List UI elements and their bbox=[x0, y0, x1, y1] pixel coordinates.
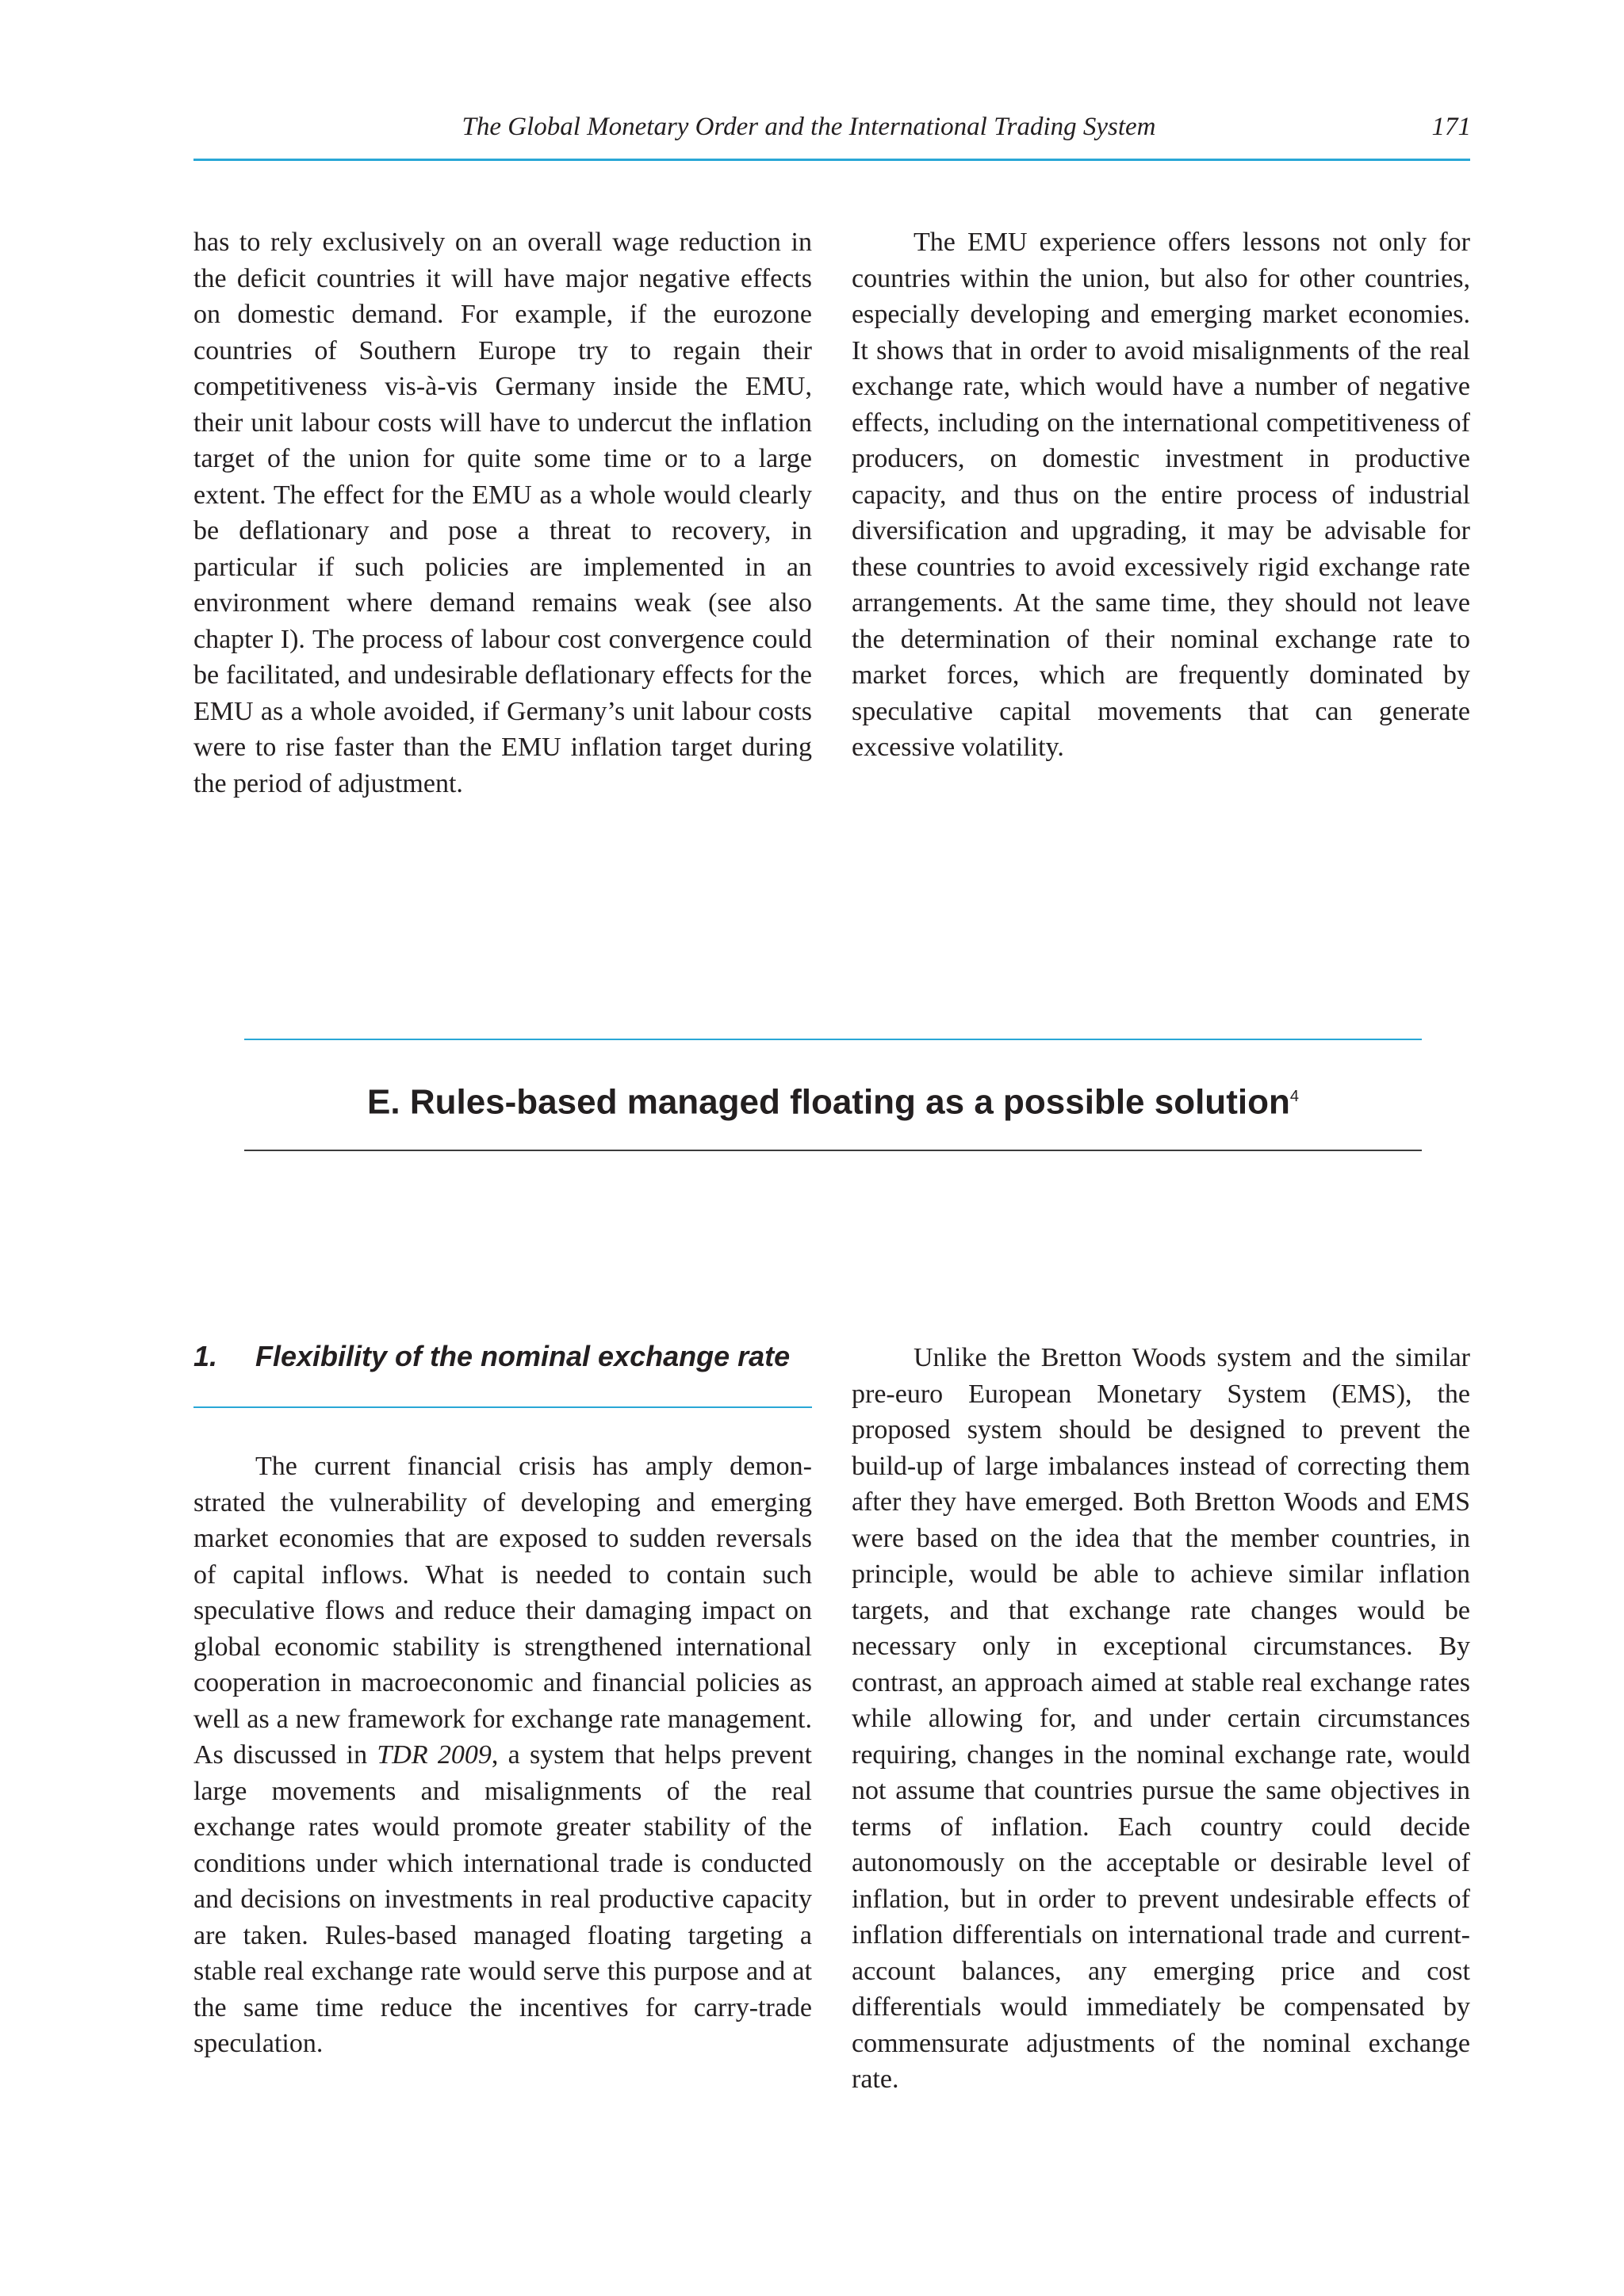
paragraph: has to rely exclusively on an overall wage reduction in the deficit countries it will have major negative effects on domestic demand. For example, if the eurozone countries of Southern Europe try to regain their competitiveness vis-à-vis Germany inside the EMU, their unit labour costs will have to undercut the inflation target of the union for quite some time or to a large extent. The effect for the EMU as a whole would clearly be deflationary and pose a threat to recovery, in particular if such policies are implemented in an environment where demand remains weak (see also chapter I). The process of labour cost convergence could be facilitated, and undesirable deflationary effects for the EMU as a whole avoided, if Germany’s unit labour costs were to rise faster than the EMU inflation target during the period of adjustment. bbox=[193, 228, 812, 798]
running-header-title: The Global Monetary Order and the International Trading System bbox=[462, 113, 1156, 141]
subsection-number: 1. bbox=[193, 1340, 218, 1372]
subsection-title: Flexibility of the nominal exchange rate bbox=[255, 1340, 791, 1372]
paragraph-text: The current financial crisis has amply demonstrated the vulnerability of developing and emerging market economies that are exposed to sudden reversals of capital inflows. What is needed to contain such speculative flows and reduce their damaging impact on global economic stability is strengthened international cooperation in macroeconomic and financial policies as well as a new framework for exchange rate management. As discussed in bbox=[193, 1452, 812, 1770]
section-bottom-rule bbox=[244, 1150, 1422, 1151]
subsection-rule bbox=[193, 1406, 812, 1408]
paragraph: The EMU experience offers lessons not only for countries within the union, but also for other countries, especially developing and emerging market economies. It shows that in order to avoid misalignments of the real exchange rate, which would have a number of negative effects, including on the international competitiveness of producers, on domestic investment in productive capacity, and thus on the entire process of industrial diversification and upgrading, it may be advisable for these countries to avoid excessively rigid exchange rate arrangements. At the same time, they should not leave the determination of their nominal exchange rate to market forces, which are frequently dominated by speculative capital movements that can generate excessive volatility. bbox=[852, 228, 1470, 762]
subsection-heading bbox=[193, 1338, 828, 1375]
section-heading bbox=[244, 1074, 1422, 1125]
paragraph bbox=[193, 1448, 812, 2062]
section-heading-text: E. Rules-based managed floating as a possible solution bbox=[367, 1082, 1290, 1122]
paragraph-text: , a system that helps prevent large movements and misalignments of the real exchange rates would promote greater stability of the conditions under which international trade is conducted and decisions on investments in real productive capacity are taken. Rules-based managed floating targeting a stable real exchange rate would serve this purpose and at the same time reduce the incentives for carry-trade speculation. bbox=[193, 1740, 812, 2058]
bottom-left-column bbox=[193, 1448, 812, 2062]
top-left-column bbox=[193, 224, 812, 802]
publication-reference: TDR 2009 bbox=[377, 1740, 492, 1770]
footnote-reference: 4 bbox=[1289, 1088, 1299, 1105]
bottom-right-column bbox=[852, 1340, 1470, 2098]
section-top-rule bbox=[244, 1039, 1422, 1040]
header-rule bbox=[193, 159, 1470, 161]
paragraph: Unlike the Bretton Woods system and the similar pre-euro European Monetary System (EMS), the proposed system should be designed to prevent the build-up of large imbalances instead of correcting them after they have emerged. Both Bretton Woods and EMS were based on the idea that the member countries, in principle, would be able to achieve similar inflation targets, and that exchange rate changes would be necessary only in exceptional circumstances. By contrast, an approach aimed at stable real exchange rates while allowing for, and under certain circumstances requiring, changes in the nominal exchange rate, would not assume that countries pursue the same objectives in terms of inflation. Each country could decide autonomously on the acceptable or desirable level of inflation, but in order to prevent undesirable effects of inflation differentials on international trade and current-account balances, any emerging price and cost differentials would immediately be compensated by commensurate adjustments of the nominal exchange rate. bbox=[852, 1343, 1470, 2094]
top-right-column bbox=[852, 224, 1470, 766]
page-number: 171 bbox=[1431, 113, 1471, 141]
